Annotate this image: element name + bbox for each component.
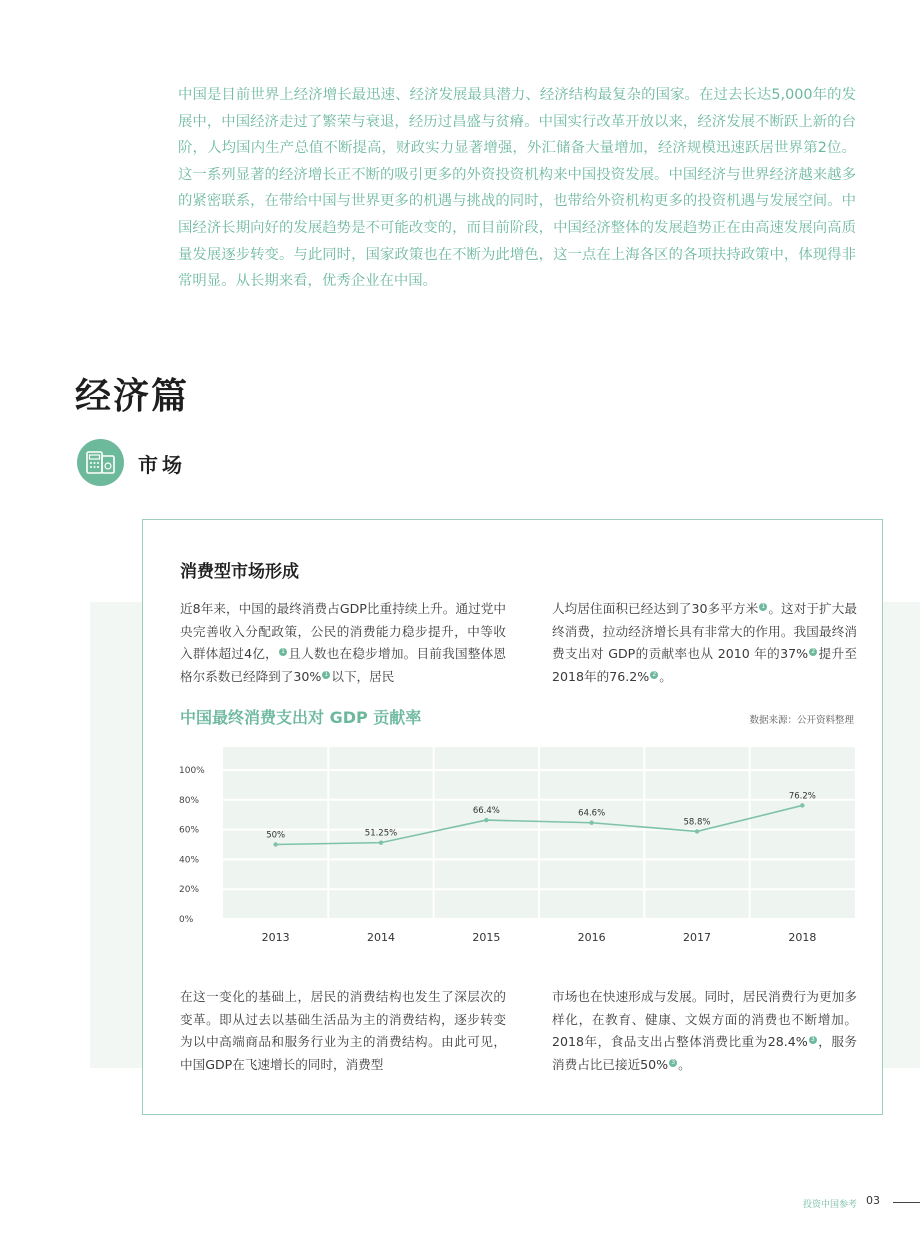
data-label: 58.8% [683,817,711,828]
intro-paragraph: 中国是目前世界上经济增长最迅速、经济发展最具潜力、经济结构最复杂的国家。在过去长达5,000年的发展中，中国经济走过了繁荣与衰退，经历过昌盛与贫瘠。中国实行改革开放以来，经济发展不断跃上新的台阶，人均国内生产总值不断提高，财政实力显著增强，外汇储备大量增加，经济规模迅速跃居世界第2位。这一系列显著的经济增长正不断的吸引更多的外资投资机构来中国投资发展。中国经济与世界经济越来越多的紧密联系，在带给中国与世界更多的机遇与挑战的同时，也带给外资机构更多的投资机遇与发展空间。中国经济长期向好的发展趋势是不可能改变的，而目前阶段，中国经济整体的发展趋势正在由高速发展向高质量发展逐步转变。与此同时，国家政策也在不断为此增色，这一点在上海各区的各项扶持政策中，体现得非常明显。从长期来看，优秀企业在中国。 [178,87,856,290]
paragraph-structure-right: 市场也在快速形成与发展。同时，居民消费行为更加多样化，在教育、健康、文娱方面的消费也不断增加。2018年，食品支出占整体消费比重为28.4% 3 ，服务消费占比已接近50% 3 。 [552,989,858,1072]
data-label: 76.2% [788,791,816,802]
data-point [273,842,277,846]
footnote-marker: 1 [322,671,330,679]
card-title: 消费型市场形成 [180,562,299,582]
footnote-marker: 2 [809,648,817,656]
y-tick-label: 20% [179,885,200,896]
x-tick-label: 2014 [367,931,395,944]
paragraph-consumption-right: 人均居住面积已经达到了30多平方米 1 。这对于扩大最终消费，拉动经济增长具有非常大的作用。我国最终消费支出对 GDP的贡献率也从 2010 年的37% 2 提升至2018年的76.2% 2 。 [552,601,858,684]
y-tick-label: 0% [179,915,194,925]
footnote-marker: 1 [279,648,287,656]
footer-rule [893,1202,920,1203]
x-tick-label: 2015 [472,931,501,944]
data-point [589,821,593,825]
x-tick-label: 2017 [683,931,711,944]
footnote-marker: 3 [669,1059,677,1067]
data-point [484,818,488,822]
section-title: 经济篇 [75,376,190,417]
market-icon [77,439,124,486]
footnote-marker: 2 [650,671,658,679]
data-label: 66.4% [472,806,500,817]
data-label: 50% [266,830,286,841]
y-tick-label: 80% [179,795,200,806]
chart-source: 数据来源：公开资料整理 [749,715,854,726]
page-number: 03 [866,1194,880,1207]
y-tick-label: 100% [179,766,205,776]
data-label: 64.6% [578,808,606,819]
y-tick-label: 60% [179,825,200,836]
y-tick-label: 40% [179,855,200,866]
data-point [695,829,699,833]
data-point [379,840,383,844]
data-label: 51.25% [364,828,398,839]
footnote-marker: 3 [809,1036,817,1044]
data-point [800,803,804,807]
x-tick-label: 2018 [788,931,817,944]
footnote-marker: 1 [759,603,767,611]
content-card [142,519,883,1115]
paragraph-consumption-left: 近8年来，中国的最终消费占GDP比重持续上升。通过党中央完善收入分配政策，公民的消费能力稳步提升，中等收入群体超过4亿， 1 且人数也在稳步增加。目前我国整体恩格尔系数已经降到了30% 1 以下，居民 [180,601,507,684]
x-tick-label: 2013 [261,931,290,944]
chart-title: 中国最终消费支出对 GDP 贡献率 [180,708,422,727]
market-heading: 市场 [138,453,186,477]
footer-publication: 投资中国参考 [803,1200,858,1210]
paragraph-structure-left: 在这一变化的基础上，居民的消费结构也发生了深层次的变革。即从过去以基础生活品为主的消费结构，逐步转变为以中高端商品和服务行业为主的消费结构。由此可见，中国GDP在飞速增长的同时，消费型 [180,989,506,1072]
x-tick-label: 2016 [577,931,606,944]
gdp-contribution-chart [173,742,863,967]
